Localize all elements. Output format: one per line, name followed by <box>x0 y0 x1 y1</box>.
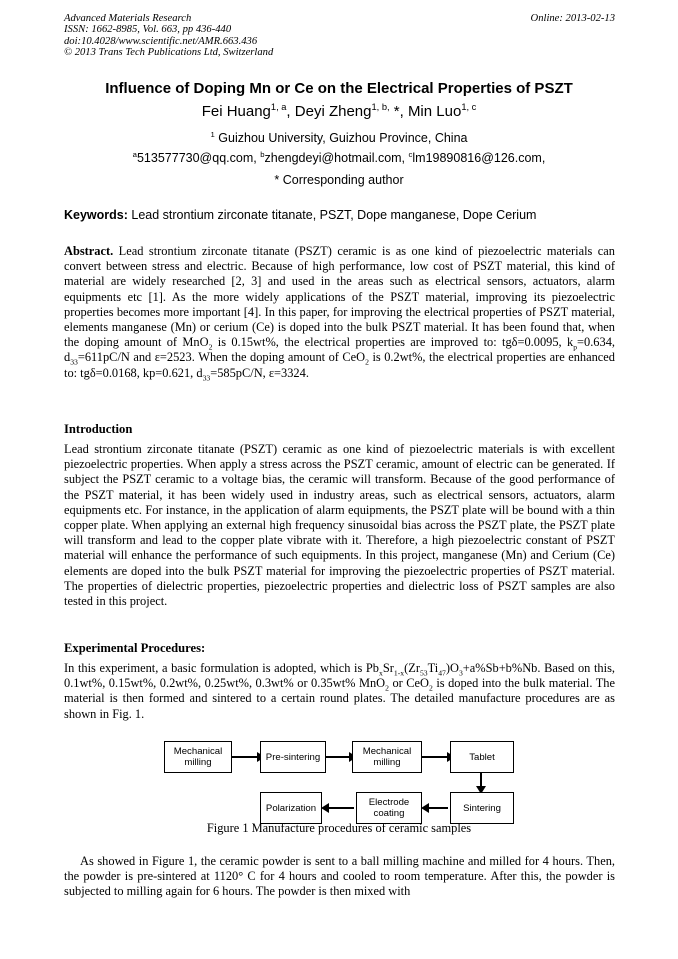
figure-caption: Figure 1 Manufacture procedures of ceramic samples <box>206 821 472 835</box>
manufacture-flowchart <box>164 737 524 823</box>
step-pre-sintering: Pre-sintering <box>260 741 326 773</box>
author-superscript: 1, a <box>270 102 287 112</box>
section-heading-introduction: Introduction <box>64 422 133 436</box>
subscript: 3 <box>458 668 463 678</box>
author-superscript: 1, b, <box>371 102 390 112</box>
experimental-text: Ti <box>427 661 439 675</box>
corresponding-star: * <box>389 103 400 120</box>
subscript: 2 <box>385 683 389 693</box>
author-superscript: 1, c <box>461 102 477 112</box>
email-link[interactable]: zhengdeyi@hotmail.com, <box>264 151 409 165</box>
experimental-text: (Zr <box>404 661 420 675</box>
doi: doi:10.4028/www.scientific.net/AMR.663.436 <box>64 35 258 47</box>
keywords <box>64 208 624 222</box>
flow-arrow-right <box>422 756 448 758</box>
author-name: Fei Huang <box>201 103 271 120</box>
subscript: 33 <box>202 373 211 383</box>
email-superscript: b <box>260 149 265 159</box>
experimental-text: )O <box>445 661 459 675</box>
email-list <box>40 151 638 165</box>
abstract-text: is 0.2wt%, the electrical properties are enhanced to: tgδ=0.0168, kp=0.621, d <box>64 350 615 380</box>
subscript: 53 <box>419 668 428 678</box>
email-superscript: a <box>132 149 137 159</box>
author-name: Deyi Zheng <box>294 103 372 120</box>
step-mechanical-milling-1: Mechanical milling <box>164 741 232 773</box>
step-sintering: Sintering <box>450 792 514 824</box>
flow-arrow-right <box>326 756 350 758</box>
abstract-paragraph <box>64 244 615 381</box>
section-heading-experimental: Experimental Procedures: <box>64 641 206 655</box>
email-link[interactable]: lm19890816@126.com, <box>412 151 546 165</box>
step-electrode-coating: Electrode coating <box>356 792 422 824</box>
subscript: 2 <box>428 683 433 693</box>
experimental-paragraph <box>64 661 615 722</box>
abstract-label: Abstract. <box>64 244 114 258</box>
flow-arrow-down <box>480 773 482 787</box>
corresponding-author-note: * Corresponding author <box>274 173 404 187</box>
issn: ISSN: 1662-8985, Vol. 663, pp 436-440 <box>64 24 232 36</box>
email-superscript: c <box>408 149 413 159</box>
subscript: 2 <box>365 357 369 367</box>
flow-arrow-left <box>428 807 448 809</box>
email-link[interactable]: 513577730@qq.com, <box>136 151 261 165</box>
abstract-text: =0.634, d <box>64 335 615 365</box>
flow-arrow-left <box>328 807 354 809</box>
abstract-text: =585pC/N, ε=3324. <box>210 365 309 380</box>
subscript: 33 <box>70 357 78 367</box>
keywords-label: Keywords: <box>64 208 128 222</box>
experimental-text: is doped into the bulk material. The material is then formed and sintered to a certain round plates. The detailed manufacture procedures are as shown in Fig. 1. <box>64 676 615 721</box>
subscript: 2 <box>208 342 213 352</box>
flow-arrow-right <box>232 756 258 758</box>
copyright: © 2013 Trans Tech Publications Ltd, Switzerland <box>64 47 274 59</box>
step-tablet: Tablet <box>450 741 514 773</box>
experimental-text: Sr <box>382 661 394 675</box>
journal-name: Advanced Materials Research <box>64 13 192 24</box>
keywords-text: Lead strontium zirconate titanate, PSZT, Dope manganese, Dope Cerium <box>127 208 537 222</box>
online-date: Online: 2013-02-13 <box>530 13 615 24</box>
affiliation <box>40 131 638 145</box>
author-name: Min Luo <box>407 103 462 120</box>
step-polarization: Polarization <box>260 792 322 824</box>
affiliation-superscript: 1 <box>210 129 215 139</box>
experimental-text: or CeO <box>388 676 429 691</box>
paper-title: Influence of Doping Mn or Ce on the Electrical Properties of PSZT <box>105 80 573 97</box>
introduction-paragraph: Lead strontium zirconate titanate (PSZT) ceramic as one kind of piezoelectric materials is with excellent piezoelectric properties. When apply a stress across the PSZT ceramic, amount of electric can be generated. If subject the PSZT ceramic to a voltage bias, the ceramic will transform. Because of the good performance of the PSZT material, it has been widely used in industry areas, such as electrical sensors, actuators, alarm equipments etc. For instance, in the application of alarm equipments, the PSZT plate will be bound with a thin copper plate. When applying an external high frequency sinusoidal bias across the PSZT plate, the PSZT plate will transform and lead to the copper plate vibrate with it. Therefore, a high piezoelectric constant of PSZT material will enhance the performance of such equipments. In this project, manganese (Mn) and Cerium (Ce) elements are doped into the bulk PSZT material for improving the piezoelectric properties of PSZT material. The properties of dielectric properties, piezoelectric properties and dielectric loss of PSZT samples are also tested in this project. <box>64 442 615 609</box>
body-paragraph: As showed in Figure 1, the ceramic powder is sent to a ball milling machine and milled for 4 hours. Then, the powder is pre-sintered at 1120° C for 4 hours and cooled to room temperature. After this, the powder is subjected to milling again for 6 hours. The powder is then mixed with <box>64 854 615 899</box>
journal-header <box>64 13 615 59</box>
abstract-text: Lead strontium zirconate titanate (PSZT) ceramic is as one kind of piezoelectric materials can convert between stress and electric. Because of high performance, low cost of PSZT material, this kind of material are widely researched [2, 3] and used in the areas such as electrical sensors, actuators, alarm equipments etc [1]. As the more widely applications of the PSZT material, improving its piezoelectric properties becomes more important [4]. In this paper, for improving the electrical properties of PSZT material, elements manganese (Mn) or cerium (Ce) is doped into the bulk PSZT material. It has been found that, when the doping amount of MnO <box>64 244 615 350</box>
experimental-text: In this experiment, a basic formulation is adopted, which is Pb <box>64 661 380 675</box>
subscript: 1-x <box>393 668 405 678</box>
subscript: 47 <box>438 668 446 678</box>
affiliation-text: Guizhou University, Guizhou Province, China <box>214 131 468 145</box>
subscript: p <box>573 342 578 352</box>
step-mechanical-milling-2: Mechanical milling <box>352 741 422 773</box>
abstract-text: =611pC/N and ε=2523. When the doping amount of CeO <box>77 350 366 365</box>
subscript: x <box>379 668 383 678</box>
abstract-text: is 0.15wt%, the electrical properties are improved to: tgδ=0.0095, k <box>212 335 574 350</box>
author-list: Fei Huang$^{1, a}$, Deyi Zheng$^{1, b,}$ *, Min Luo$^{1, c}$ <box>201 102 477 120</box>
experimental-text: +a%Sb+b%Nb. Based on this, 0.1wt%, 0.15wt%, 0.2wt%, 0.25wt%, 0.3wt% or 0.35wt% MnO <box>64 661 615 691</box>
